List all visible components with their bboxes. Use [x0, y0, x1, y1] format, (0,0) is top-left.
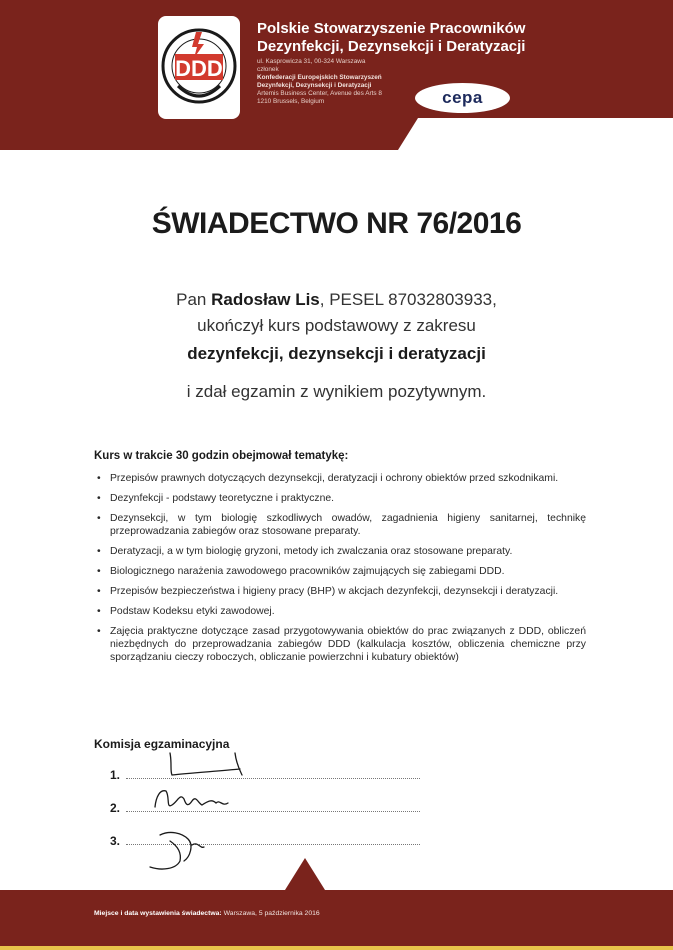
certificate-line-course: ukończył kurs podstawowy z zakresu: [197, 316, 476, 335]
issue-label: Miejsce i data wystawienia świadectwa:: [94, 910, 222, 917]
signature-1: [170, 753, 242, 775]
certificate-line-scope: dezynfekcji, dezynsekcji i deratyzacji: [187, 344, 486, 363]
certificate-line-name: [0, 290, 673, 310]
committee-heading: Komisja egzaminacyjna: [94, 737, 230, 751]
confed-line3: Artemis Business Center, Avenue des Arts 8: [257, 90, 382, 97]
issue-place-date: [94, 910, 320, 917]
course-heading: Kurs w trakcie 30 godzin obejmował tematykę:: [94, 450, 349, 462]
ddd-logo: [158, 16, 240, 119]
name-prefix: Pan: [176, 290, 207, 309]
org-name: [257, 20, 525, 56]
member-label: członek: [257, 66, 279, 73]
list-item: • Deratyzacji, a w tym biologię gryzoni, metody ich zwalczania oraz stosowane preparaty.: [94, 545, 586, 558]
signature-number: 3.: [110, 834, 121, 848]
topics-list: [94, 472, 586, 671]
list-item: • Przepisów prawnych dotyczących dezynsekcji, deratyzacji i ochrony obiektów przed szkodnikami.: [94, 472, 586, 485]
footer-band: [0, 858, 673, 950]
org-address: ul. Kasprowicza 31, 00-324 Warszawa: [257, 58, 366, 65]
header-band: [0, 0, 673, 150]
person-name: Radosław Lis: [211, 290, 320, 309]
list-item: • Przepisów bezpieczeństwa i higieny pracy (BHP) w akcjach dezynfekcji, dezynsekcji i deratyzacji.: [94, 585, 586, 598]
list-item: • Dezynsekcji, w tym biologię szkodliwych owadów, zagadnienia higieny sanitarnej, technikę przeprowadzania zabiegów oraz stosowane preparaty.: [94, 512, 586, 538]
confed-line1: Konfederacji Europejskich Stowarzyszeń: [257, 74, 382, 81]
list-item: • Zajęcia praktyczne dotyczące zasad przygotowywania obiektów do prac związanych z DDD, obliczeń niezbędnych do przeprowadzania zabiegów DDD (kalkulacja kosztów, obliczenia chemiczne przy sporządzaniu cieczy roboczych, obliczanie powierzchni i kubatury obiektów): [94, 625, 586, 664]
list-item: • Biologicznego narażenia zawodowego pracowników zajmujących się zabiegami DDD.: [94, 565, 586, 578]
footer-background: [0, 858, 673, 950]
org-name-line1: Polskie Stowarzyszenie Pracowników: [257, 20, 526, 37]
confed-line4: 1210 Brussels, Belgium: [257, 98, 325, 105]
signature-number: 1.: [110, 768, 121, 782]
svg-text:DDD: DDD: [175, 56, 223, 81]
org-details: [257, 58, 382, 106]
signature-2: [155, 791, 228, 807]
pesel-text: , PESEL 87032803933,: [319, 290, 497, 309]
signature-number: 2.: [110, 801, 121, 815]
org-name-line2: Dezynfekcji, Dezynsekcji i Deratyzacji: [257, 38, 526, 55]
list-item: • Podstaw Kodeksu etyki zawodowej.: [94, 605, 586, 618]
certificate-title: ŚWIADECTWO NR 76/2016: [151, 207, 522, 240]
certificate-line-result: i zdał egzamin z wynikiem pozytywnym.: [186, 382, 487, 401]
cepa-logo: [415, 83, 510, 113]
issue-value: Warszawa, 5 października 2016: [223, 910, 320, 917]
list-item: • Dezynfekcji - podstawy teoretyczne i praktyczne.: [94, 492, 586, 505]
confed-line2: Dezynfekcji, Dezynsekcji i Deratyzacji: [257, 82, 372, 89]
handwritten-signatures: [100, 745, 280, 875]
cepa-logo-text: cepa: [442, 88, 483, 107]
